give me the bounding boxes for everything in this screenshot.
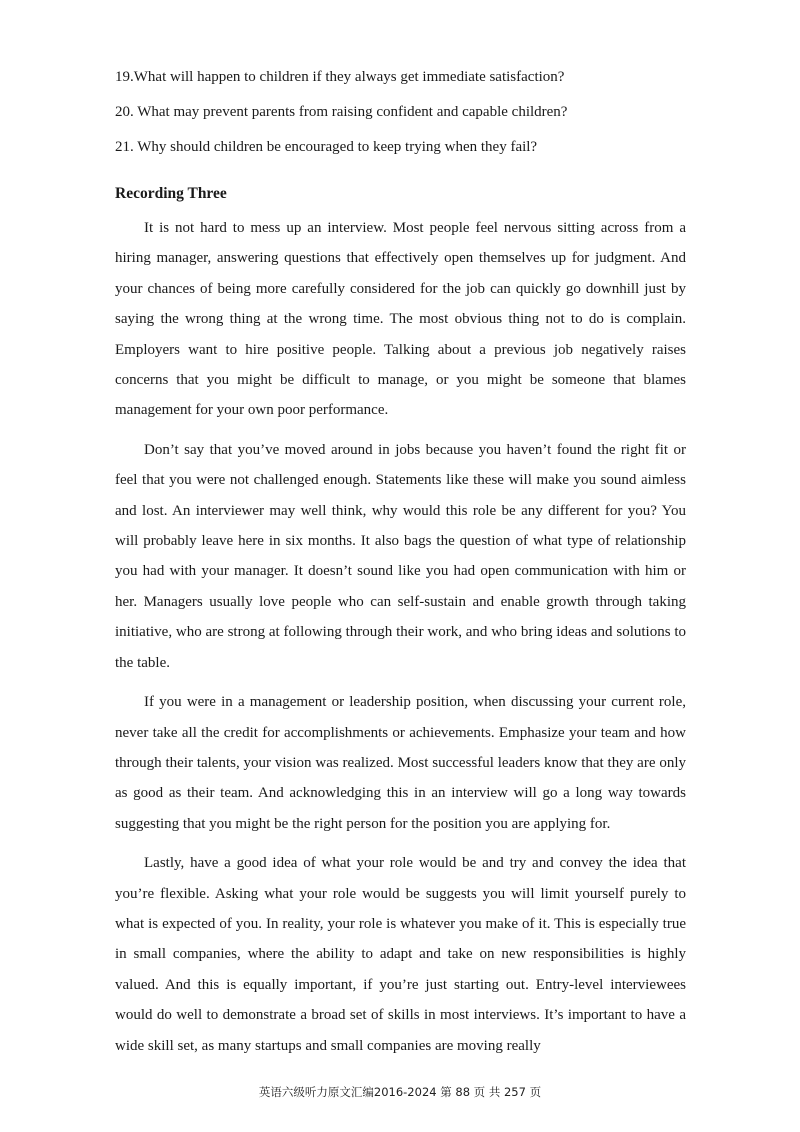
question-21: 21. Why should children be encouraged to keep trying when they fail? <box>115 139 538 155</box>
document-page <box>115 62 686 1070</box>
question-20: 20. What may prevent parents from raising confident and capable children? <box>115 104 568 120</box>
paragraph-3: If you were in a management or leadership position, when discussing your current role, never take all the credit for accomplishments or achievements. Emphasize your team and how through their talents, your vision was realized. Most successful leaders know that they are only as good as their team. And acknowledging this in an interview will go a long way towards suggesting that you might be the right person for the position you are applying for. <box>115 694 686 832</box>
page-footer: 英语六级听力原文汇编2016-2024 第 88 页 共 257 页 <box>258 1085 542 1099</box>
paragraph-4: Lastly, have a good idea of what your role would be and try and convey the idea that you’re flexible. Asking what your role would be suggests you will limit yourself purely to what is expected of you. In reality, your role is whatever you make of it. This is especially true in small companies, where the ability to adapt and take on new responsibilities is highly valued. And this is equally important, if you’re just starting out. Entry-level interviewees would do well to demonstrate a broad set of skills in most interviews. It’s important to have a wide skill set, as many startups and small companies are moving really <box>115 855 686 1054</box>
paragraph-1: It is not hard to mess up an interview. Most people feel nervous sitting across from a hiring manager, answering questions that effectively open themselves up for judgment. And your chances of being more carefully considered for the job can quickly go downhill just by saying the wrong thing at the wrong time. The most obvious thing not to do is complain. Employers want to hire positive people. Talking about a previous job negatively raises concerns that you might be difficult to manage, or you might be someone that blames management for your own poor performance. <box>115 220 686 419</box>
question-19: 19.What will happen to children if they always get immediate satisfaction? <box>115 69 565 85</box>
paragraph-2: Don’t say that you’ve moved around in jobs because you haven’t found the right fit or feel that you were not challenged enough. Statements like these will make you sound aimless and lost. An interviewer may well think, why would this role be any different for you? You will probably leave here in six months. It also bags the question of what type of relationship you had with your manager. It doesn’t sound like you had open communication with him or her. Managers usually love people who can self-sustain and enable growth through taking initiative, who are strong at following through their work, and who bring ideas and solutions to the table. <box>115 441 686 671</box>
section-heading: Recording Three <box>115 185 227 202</box>
